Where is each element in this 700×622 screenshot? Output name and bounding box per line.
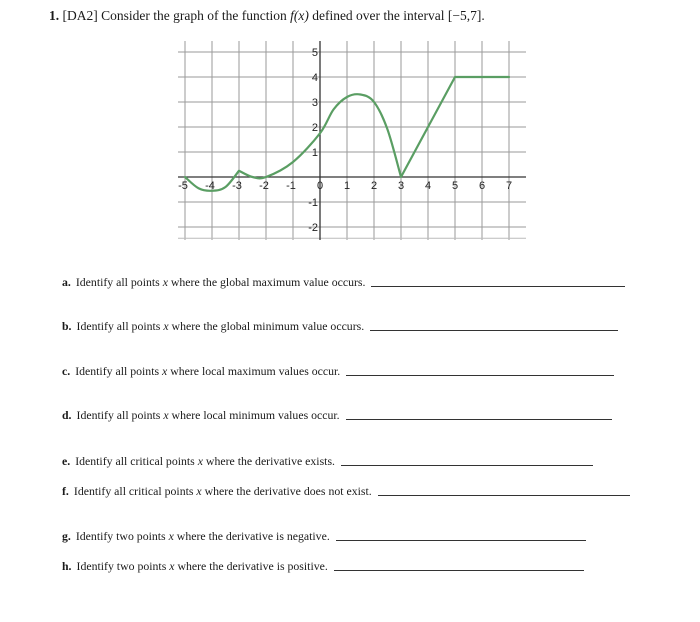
x-tick-label: 1	[343, 180, 351, 192]
question-letter: d.	[62, 408, 72, 422]
answer-blank-e[interactable]	[341, 464, 593, 466]
problem-number: 1.	[49, 8, 60, 23]
question-variable: x	[168, 529, 174, 543]
x-tick-label: -3	[232, 180, 242, 192]
answer-blank-a[interactable]	[371, 285, 625, 287]
question-text-after: where the derivative exists.	[205, 454, 335, 468]
question-text-after: where local maximum values occur.	[170, 364, 341, 378]
question-variable: x	[162, 275, 168, 289]
answer-blank-d[interactable]	[346, 418, 612, 420]
question-variable: x	[163, 319, 169, 333]
question-text-after: where the derivative does not exist.	[204, 484, 372, 498]
question-letter: b.	[62, 319, 72, 333]
question-e	[62, 454, 593, 469]
question-variable: x	[162, 364, 168, 378]
function-name: f(x)	[290, 8, 309, 23]
question-text-before: Identify all points	[75, 275, 160, 289]
question-variable: x	[169, 559, 175, 573]
x-tick-label: 7	[505, 180, 513, 192]
answer-blank-b[interactable]	[370, 329, 618, 331]
question-letter: c.	[62, 364, 71, 378]
y-tick-label: 5	[311, 47, 318, 59]
question-text-after: where local minimum values occur.	[171, 408, 340, 422]
answer-blank-h[interactable]	[334, 569, 584, 571]
tick-labels	[178, 47, 512, 234]
question-f	[62, 484, 630, 499]
question-text-before: Identify all critical points	[73, 484, 194, 498]
x-tick-label: 2	[370, 180, 378, 192]
x-tick-label: -1	[286, 180, 296, 192]
question-letter: f.	[62, 484, 69, 498]
y-tick-label: -2	[308, 222, 318, 234]
question-a	[62, 275, 625, 290]
question-text-after: where the derivative is negative.	[176, 529, 330, 543]
x-tick-label: 5	[451, 180, 459, 192]
question-h	[62, 559, 584, 574]
question-text-before: Identify two points	[75, 529, 166, 543]
question-g	[62, 529, 586, 544]
problem-text-before: Consider the graph of the function	[101, 8, 287, 23]
question-variable: x	[197, 454, 203, 468]
answer-blank-f[interactable]	[378, 494, 630, 496]
answer-blank-c[interactable]	[346, 374, 614, 376]
question-text-after: where the derivative is positive.	[177, 559, 328, 573]
y-tick-label: 2	[311, 122, 318, 134]
question-text-before: Identify all points	[76, 408, 161, 422]
y-tick-label: 4	[311, 72, 318, 84]
axes	[178, 41, 526, 240]
question-text-before: Identify all points	[76, 319, 161, 333]
interval: [−5,7]	[447, 8, 482, 23]
question-text-before: Identify all points	[75, 364, 160, 378]
question-variable: x	[163, 408, 169, 422]
x-tick-label: 0	[316, 180, 324, 192]
problem-text-mid: defined over the interval	[312, 8, 445, 23]
question-letter: g.	[62, 529, 71, 543]
x-tick-label: -2	[259, 180, 269, 192]
problem-text-end: .	[481, 8, 485, 23]
x-tick-label: 4	[424, 180, 432, 192]
question-b	[62, 319, 618, 334]
y-tick-label: -1	[308, 197, 318, 209]
y-tick-label: 3	[311, 97, 318, 109]
question-text-after: where the global minimum value occurs.	[171, 319, 365, 333]
answer-blank-g[interactable]	[336, 539, 586, 541]
question-letter: h.	[62, 559, 72, 573]
question-text-before: Identify two points	[76, 559, 167, 573]
question-text-after: where the global maximum value occurs.	[170, 275, 366, 289]
question-c	[62, 364, 614, 379]
x-tick-label: -4	[205, 180, 215, 192]
problem-tag: [DA2]	[62, 8, 98, 23]
x-tick-label: 3	[397, 180, 405, 192]
question-variable: x	[196, 484, 202, 498]
question-d	[62, 408, 612, 423]
x-tick-label: 6	[478, 180, 486, 192]
question-text-before: Identify all critical points	[75, 454, 195, 468]
question-letter: a.	[62, 275, 71, 289]
y-tick-label: 1	[311, 147, 318, 159]
x-tick-label: -5	[178, 180, 188, 192]
question-letter: e.	[62, 454, 71, 468]
grid	[178, 41, 526, 240]
